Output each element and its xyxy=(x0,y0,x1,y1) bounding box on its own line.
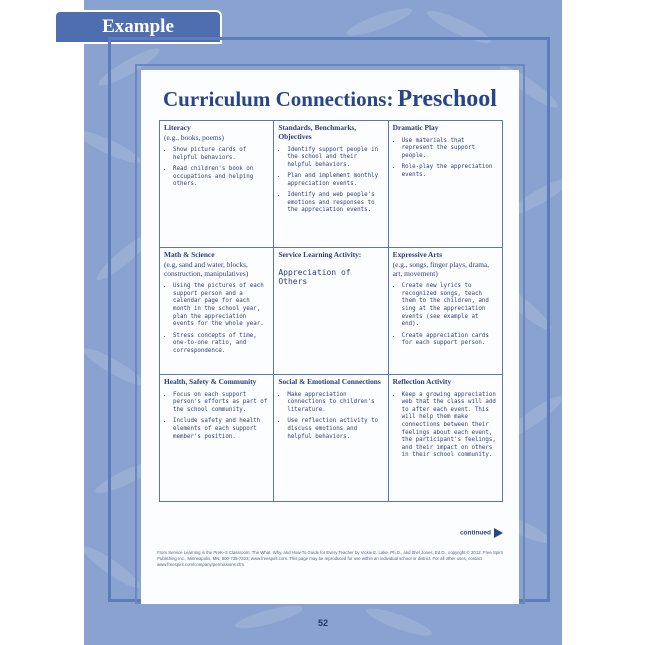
cell-bullet: • Make appreciation connections to children's literature. xyxy=(287,392,383,415)
cell-heading: Reflection Activity xyxy=(392,377,452,386)
example-tab-label: Example xyxy=(102,16,174,37)
cell-heading: Expressive Arts xyxy=(392,250,442,259)
cell-bullet: • Use materials that represent the support people. xyxy=(402,138,498,161)
curriculum-grid xyxy=(159,120,503,502)
cell-bullet: • Include safety and health elements of each support member's position. xyxy=(173,418,269,441)
cell-bullet: • Focus on each support person's efforts as part of the school community. xyxy=(173,392,269,415)
cell-bullet: • Identify support people in the school and their helpful behaviors. xyxy=(287,147,383,170)
copyright-credit: From Service Learning in the PreK–3 Classroom: The What, Why, and How-To Guide for Every Teacher by Vickie E. Lake, Ph.D., and Ithel Jones, Ed.D., copyright © 2012. Free Spirit Publishing Inc., Minneapolis, MN; 800-735-7323; www.freespirit.com. This page may be reproduced for use within an individual school or district. For all other uses, contact www.freespirit.com/company/permissions.cfm. xyxy=(157,550,503,567)
grid-cell-literacy xyxy=(160,121,274,248)
cell-bullet: • Stress concepts of time, one-to-one ratio, and correspondence. xyxy=(173,333,269,356)
cell-heading: Dramatic Play xyxy=(392,123,439,132)
cell-bullet: • Create appreciation cards for each support person. xyxy=(402,333,498,348)
grid-cell-health-safety xyxy=(160,375,274,502)
grid-cell-expressive-arts xyxy=(388,248,502,375)
page-number: 52 xyxy=(317,618,328,628)
cell-heading: Service Learning Activity: xyxy=(278,250,362,259)
cell-bullet: • Role-play the appreciation events. xyxy=(402,164,498,179)
cell-heading: Health, Safety & Community xyxy=(164,377,257,386)
service-activity-name: Appreciation of Others xyxy=(278,267,351,286)
page-title xyxy=(141,86,519,113)
cell-bullet: • Create new lyrics to recognized songs, teach them to the children, and sing at the appreciation events (see example at end). xyxy=(402,283,498,328)
grid-cell-social-emotional xyxy=(274,375,388,502)
title-level: Preschool xyxy=(397,86,497,112)
cell-bullet: • Plan and implement monthly appreciation events. xyxy=(287,173,383,188)
cell-heading: Math & Science xyxy=(164,250,215,259)
continued-indicator[interactable] xyxy=(460,528,503,538)
cell-subheading: (e.g., books, poems) xyxy=(164,132,224,142)
continued-label: continued xyxy=(459,529,491,537)
title-prefix: Curriculum Connections: xyxy=(163,87,394,111)
cell-subheading: (e.g, sand and water, blocks, construction, manipulatives) xyxy=(164,259,249,279)
grid-cell-standards xyxy=(274,121,388,248)
arrow-right-icon xyxy=(494,528,503,538)
cell-bullet: • Read children's book on occupations and helping others. xyxy=(173,166,269,189)
cell-bullet: • Keep a growing appreciation web that the class will add to after each event. This will help them make connections between their feelings about each event, the participant's feelings, and their impact on others in their school community. xyxy=(402,392,498,460)
grid-cell-math-science xyxy=(160,248,274,375)
grid-cell-service-learning xyxy=(274,248,388,375)
cell-bullet: • Show picture cards of helpful behaviors. xyxy=(173,147,269,162)
cell-bullet: • Use reflection activity to discuss emotions and helpful behaviors. xyxy=(287,418,383,441)
cell-heading: Literacy xyxy=(164,123,191,132)
cell-bullet: • Using the pictures of each support person and a calendar page for each month in the school year, plan the appreciation events for the whole year. xyxy=(173,283,269,328)
worksheet xyxy=(141,70,519,604)
cell-subheading: (e.g., songs, finger plays, drama, art, movement) xyxy=(392,259,490,279)
grid-cell-reflection xyxy=(388,375,502,502)
grid-cell-dramatic-play xyxy=(388,121,502,248)
cell-heading: Standards, Benchmarks, Objectives xyxy=(278,123,357,141)
cell-heading: Social & Emotional Connections xyxy=(278,377,381,386)
cell-bullet: • Identify and web people's emotions and responses to the appreciation events. xyxy=(287,192,383,215)
